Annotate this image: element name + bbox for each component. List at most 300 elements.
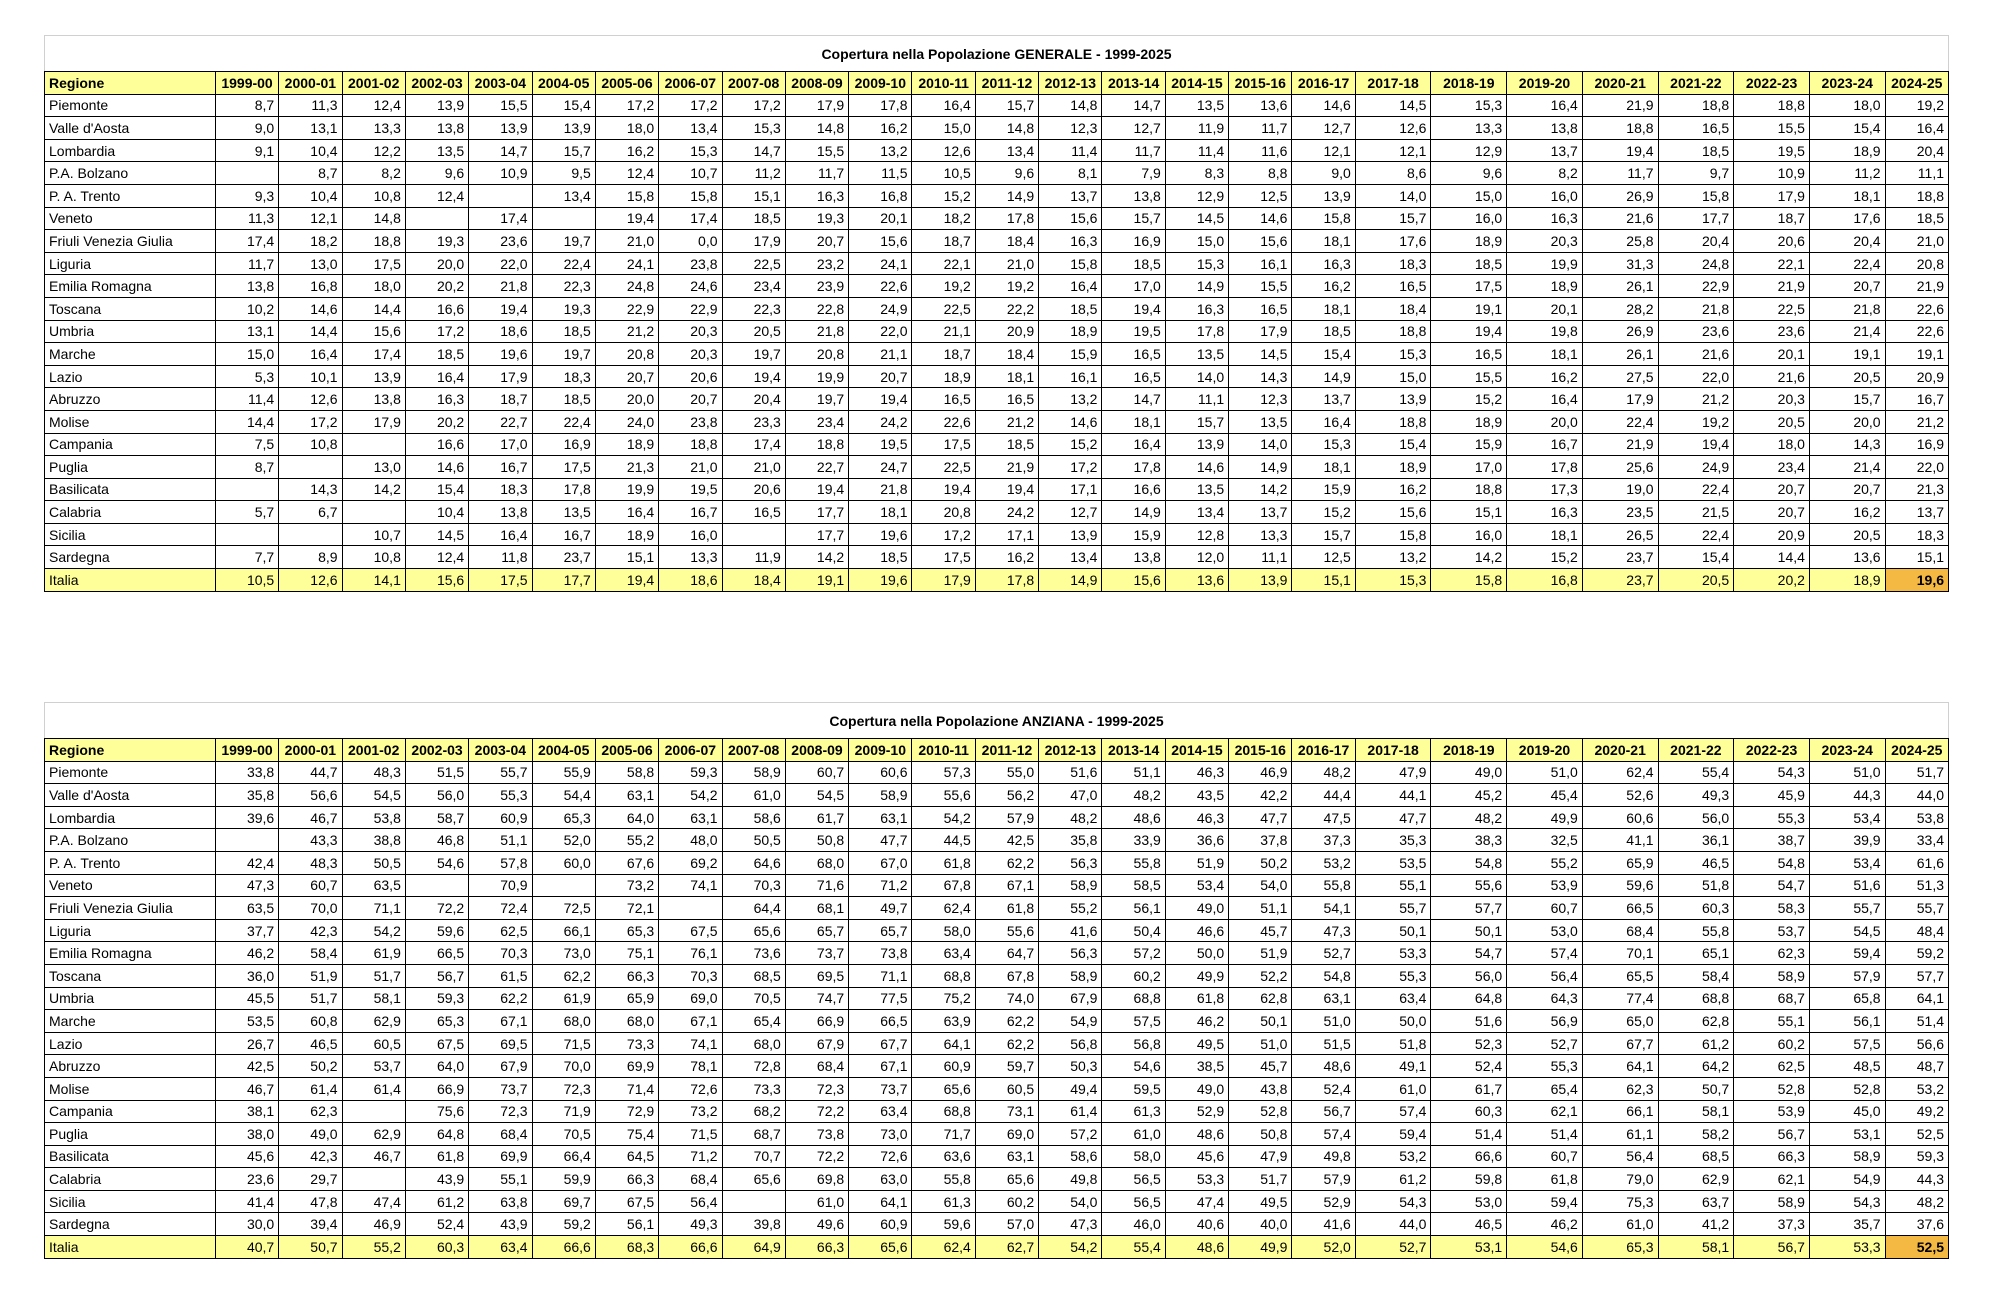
year-column-header: 2008-09 <box>785 72 848 95</box>
value-cell: 11,2 <box>722 162 785 185</box>
value-cell: 16,2 <box>1355 478 1431 501</box>
value-cell: 24,8 <box>595 275 658 298</box>
value-cell: 9,3 <box>215 184 278 207</box>
value-cell: 54,4 <box>532 784 595 807</box>
value-cell: 72,2 <box>405 897 468 920</box>
value-cell: 68,8 <box>912 1100 975 1123</box>
year-column-header: 2006-07 <box>659 72 722 95</box>
value-cell: 58,2 <box>1658 1123 1734 1146</box>
value-cell: 68,0 <box>785 851 848 874</box>
value-cell: 64,6 <box>722 851 785 874</box>
value-cell: 46,7 <box>342 1145 405 1168</box>
value-cell: 16,4 <box>1885 117 1948 140</box>
value-cell: 73,8 <box>785 1123 848 1146</box>
value-cell: 15,7 <box>1292 523 1355 546</box>
table-row <box>45 1010 1949 1033</box>
value-cell: 20,3 <box>1507 230 1583 253</box>
value-cell: 61,2 <box>405 1190 468 1213</box>
value-cell: 31,3 <box>1582 252 1658 275</box>
value-cell: 16,7 <box>659 501 722 524</box>
value-cell: 20,7 <box>849 365 912 388</box>
value-cell: 64,2 <box>1658 1055 1734 1078</box>
value-cell: 50,1 <box>1355 919 1431 942</box>
value-cell: 23,6 <box>1658 320 1734 343</box>
total-value-cell: 18,4 <box>722 569 785 592</box>
value-cell: 16,4 <box>279 343 342 366</box>
value-cell: 73,0 <box>849 1123 912 1146</box>
value-cell: 60,6 <box>1582 806 1658 829</box>
header-row <box>45 739 1949 762</box>
value-cell: 53,4 <box>1809 851 1885 874</box>
value-cell: 67,1 <box>975 874 1038 897</box>
value-cell: 11,7 <box>1582 162 1658 185</box>
value-cell: 54,8 <box>1431 851 1507 874</box>
value-cell: 71,2 <box>849 874 912 897</box>
value-cell: 58,1 <box>1658 1100 1734 1123</box>
value-cell: 55,4 <box>1658 761 1734 784</box>
value-cell: 16,0 <box>1431 207 1507 230</box>
value-cell: 17,8 <box>975 207 1038 230</box>
value-cell: 58,9 <box>1734 1190 1810 1213</box>
value-cell: 56,7 <box>1292 1100 1355 1123</box>
region-cell: Campania <box>45 433 216 456</box>
value-cell: 63,5 <box>215 897 278 920</box>
region-cell: Lombardia <box>45 806 216 829</box>
value-cell: 15,4 <box>532 94 595 117</box>
value-cell: 65,3 <box>595 919 658 942</box>
value-cell: 15,4 <box>405 478 468 501</box>
value-cell: 68,8 <box>1658 987 1734 1010</box>
value-cell: 54,3 <box>1809 1190 1885 1213</box>
value-cell: 61,8 <box>405 1145 468 1168</box>
value-cell: 20,0 <box>1507 410 1583 433</box>
value-cell <box>342 1100 405 1123</box>
total-value-cell: 65,3 <box>1582 1236 1658 1259</box>
value-cell: 10,7 <box>659 162 722 185</box>
value-cell: 10,7 <box>342 523 405 546</box>
value-cell: 46,8 <box>405 829 468 852</box>
value-cell: 26,1 <box>1582 343 1658 366</box>
total-value-cell: 52,0 <box>1292 1236 1355 1259</box>
value-cell: 37,3 <box>1734 1213 1810 1236</box>
value-cell: 65,6 <box>975 1168 1038 1191</box>
value-cell: 56,1 <box>595 1213 658 1236</box>
value-cell: 67,0 <box>849 851 912 874</box>
value-cell: 35,8 <box>215 784 278 807</box>
value-cell: 17,0 <box>1431 456 1507 479</box>
value-cell: 58,9 <box>722 761 785 784</box>
value-cell: 15,8 <box>1355 523 1431 546</box>
value-cell: 11,1 <box>1885 162 1948 185</box>
value-cell: 61,8 <box>1507 1168 1583 1191</box>
value-cell: 15,1 <box>1431 501 1507 524</box>
value-cell: 25,6 <box>1582 456 1658 479</box>
region-cell: P.A. Bolzano <box>45 162 216 185</box>
value-cell: 17,7 <box>785 501 848 524</box>
value-cell: 52,8 <box>1229 1100 1292 1123</box>
value-cell: 39,6 <box>215 806 278 829</box>
total-value-cell: 55,2 <box>342 1236 405 1259</box>
value-cell: 50,7 <box>1658 1077 1734 1100</box>
value-cell: 29,7 <box>279 1168 342 1191</box>
value-cell: 22,4 <box>1582 410 1658 433</box>
value-cell: 18,6 <box>469 320 532 343</box>
value-cell: 15,3 <box>1292 433 1355 456</box>
year-column-header: 2021-22 <box>1658 72 1734 95</box>
value-cell: 71,5 <box>532 1032 595 1055</box>
value-cell: 51,9 <box>279 964 342 987</box>
value-cell: 15,7 <box>532 139 595 162</box>
value-cell: 20,5 <box>1809 523 1885 546</box>
value-cell: 13,8 <box>469 501 532 524</box>
value-cell: 43,9 <box>405 1168 468 1191</box>
value-cell: 66,9 <box>405 1077 468 1100</box>
value-cell: 13,3 <box>659 546 722 569</box>
value-cell: 17,6 <box>1809 207 1885 230</box>
value-cell: 16,4 <box>469 523 532 546</box>
value-cell: 68,1 <box>785 897 848 920</box>
value-cell: 23,7 <box>1582 546 1658 569</box>
total-value-cell: 13,6 <box>1165 569 1228 592</box>
year-column-header: 2006-07 <box>659 739 722 762</box>
value-cell: 15,6 <box>1039 207 1102 230</box>
total-value-cell: 40,7 <box>215 1236 278 1259</box>
value-cell: 11,4 <box>215 388 278 411</box>
value-cell: 61,7 <box>785 806 848 829</box>
region-cell: Valle d'Aosta <box>45 784 216 807</box>
value-cell: 68,7 <box>1734 987 1810 1010</box>
value-cell: 65,9 <box>595 987 658 1010</box>
value-cell: 19,3 <box>405 230 468 253</box>
value-cell: 60,3 <box>1431 1100 1507 1123</box>
value-cell: 49,8 <box>1292 1145 1355 1168</box>
value-cell: 60,2 <box>1734 1032 1810 1055</box>
value-cell: 18,9 <box>1507 275 1583 298</box>
value-cell: 56,6 <box>1885 1032 1948 1055</box>
table-row <box>45 1168 1949 1191</box>
value-cell: 19,7 <box>785 388 848 411</box>
value-cell: 8,1 <box>1039 162 1102 185</box>
value-cell: 65,3 <box>532 806 595 829</box>
value-cell: 55,8 <box>1292 874 1355 897</box>
value-cell: 17,4 <box>659 207 722 230</box>
region-cell: Puglia <box>45 456 216 479</box>
value-cell: 43,5 <box>1165 784 1228 807</box>
value-cell: 20,3 <box>1734 388 1810 411</box>
value-cell: 15,7 <box>1102 207 1165 230</box>
value-cell: 15,2 <box>1039 433 1102 456</box>
year-column-header: 2015-16 <box>1229 739 1292 762</box>
value-cell: 54,5 <box>785 784 848 807</box>
table-row <box>45 1145 1949 1168</box>
value-cell: 19,5 <box>1734 139 1810 162</box>
value-cell: 57,7 <box>1885 964 1948 987</box>
value-cell: 64,8 <box>405 1123 468 1146</box>
value-cell: 21,9 <box>1734 275 1810 298</box>
value-cell: 57,4 <box>1355 1100 1431 1123</box>
value-cell: 48,2 <box>1102 784 1165 807</box>
value-cell: 13,9 <box>342 365 405 388</box>
value-cell: 22,6 <box>912 410 975 433</box>
year-column-header: 2005-06 <box>595 72 658 95</box>
value-cell: 18,8 <box>1582 117 1658 140</box>
year-column-header: 2009-10 <box>849 72 912 95</box>
value-cell: 48,6 <box>1102 806 1165 829</box>
value-cell: 63,1 <box>595 784 658 807</box>
value-cell: 16,2 <box>975 546 1038 569</box>
value-cell: 22,1 <box>1734 252 1810 275</box>
value-cell: 53,0 <box>1431 1190 1507 1213</box>
total-value-cell: 17,9 <box>912 569 975 592</box>
value-cell: 48,2 <box>1431 806 1507 829</box>
value-cell: 21,8 <box>469 275 532 298</box>
value-cell <box>342 501 405 524</box>
total-value-cell: 10,5 <box>215 569 278 592</box>
value-cell: 20,8 <box>912 501 975 524</box>
table-row <box>45 410 1949 433</box>
value-cell: 60,3 <box>1658 897 1734 920</box>
value-cell: 60,2 <box>975 1190 1038 1213</box>
value-cell: 61,0 <box>1355 1077 1431 1100</box>
value-cell: 11,3 <box>215 207 278 230</box>
value-cell: 18,4 <box>975 343 1038 366</box>
value-cell: 15,3 <box>722 117 785 140</box>
value-cell: 17,8 <box>849 94 912 117</box>
value-cell: 16,0 <box>659 523 722 546</box>
year-column-header: 1999-00 <box>215 739 278 762</box>
value-cell: 15,9 <box>1102 523 1165 546</box>
value-cell: 20,0 <box>595 388 658 411</box>
value-cell: 63,1 <box>849 806 912 829</box>
value-cell: 63,8 <box>469 1190 532 1213</box>
value-cell: 12,3 <box>1229 388 1292 411</box>
value-cell: 44,3 <box>1885 1168 1948 1191</box>
year-column-header: 2015-16 <box>1229 72 1292 95</box>
value-cell: 72,3 <box>469 1100 532 1123</box>
total-value-cell: 23,7 <box>1582 569 1658 592</box>
value-cell: 18,1 <box>1292 456 1355 479</box>
value-cell: 17,2 <box>912 523 975 546</box>
region-cell: Marche <box>45 1010 216 1033</box>
value-cell: 20,1 <box>849 207 912 230</box>
value-cell: 41,4 <box>215 1190 278 1213</box>
value-cell: 21,0 <box>722 456 785 479</box>
value-cell: 70,1 <box>1582 942 1658 965</box>
value-cell: 15,7 <box>1809 388 1885 411</box>
value-cell: 18,0 <box>595 117 658 140</box>
value-cell: 16,9 <box>1102 230 1165 253</box>
value-cell: 18,1 <box>849 501 912 524</box>
value-cell: 55,8 <box>1102 851 1165 874</box>
year-column-header: 2021-22 <box>1658 739 1734 762</box>
value-cell: 17,9 <box>722 230 785 253</box>
value-cell: 17,7 <box>1658 207 1734 230</box>
latest-total-cell: 52,5 <box>1885 1236 1948 1259</box>
value-cell: 11,2 <box>1809 162 1885 185</box>
year-column-header: 2018-19 <box>1431 739 1507 762</box>
value-cell: 14,4 <box>279 320 342 343</box>
value-cell: 53,0 <box>1507 919 1583 942</box>
value-cell: 71,2 <box>659 1145 722 1168</box>
total-region-cell: Italia <box>45 569 216 592</box>
total-value-cell: 13,9 <box>1229 569 1292 592</box>
value-cell: 56,7 <box>1734 1123 1810 1146</box>
value-cell: 65,5 <box>1582 964 1658 987</box>
value-cell: 18,5 <box>1292 320 1355 343</box>
value-cell: 72,3 <box>532 1077 595 1100</box>
value-cell: 46,5 <box>1658 851 1734 874</box>
value-cell: 51,7 <box>1229 1168 1292 1191</box>
value-cell: 18,2 <box>279 230 342 253</box>
value-cell: 16,4 <box>595 501 658 524</box>
value-cell: 75,2 <box>912 987 975 1010</box>
value-cell: 21,1 <box>912 320 975 343</box>
value-cell: 16,7 <box>1885 388 1948 411</box>
value-cell: 62,2 <box>975 1010 1038 1033</box>
value-cell: 53,7 <box>1734 919 1810 942</box>
value-cell: 22,5 <box>912 297 975 320</box>
value-cell: 61,4 <box>342 1077 405 1100</box>
value-cell: 68,4 <box>1582 919 1658 942</box>
value-cell: 40,0 <box>1229 1213 1292 1236</box>
value-cell: 13,7 <box>1039 184 1102 207</box>
value-cell: 21,9 <box>1582 433 1658 456</box>
value-cell: 55,7 <box>1885 897 1948 920</box>
table-row <box>45 456 1949 479</box>
value-cell: 58,7 <box>405 806 468 829</box>
value-cell: 16,9 <box>532 433 595 456</box>
value-cell: 43,9 <box>469 1213 532 1236</box>
value-cell: 17,5 <box>1431 275 1507 298</box>
year-column-header: 2022-23 <box>1734 739 1810 762</box>
value-cell: 66,1 <box>1582 1100 1658 1123</box>
value-cell: 67,5 <box>405 1032 468 1055</box>
value-cell: 68,4 <box>659 1168 722 1191</box>
value-cell: 56,4 <box>1507 964 1583 987</box>
value-cell: 18,9 <box>912 365 975 388</box>
value-cell: 13,5 <box>405 139 468 162</box>
value-cell: 11,7 <box>785 162 848 185</box>
value-cell: 16,2 <box>849 117 912 140</box>
value-cell: 9,6 <box>405 162 468 185</box>
value-cell: 47,7 <box>1355 806 1431 829</box>
value-cell: 10,5 <box>912 162 975 185</box>
value-cell: 51,0 <box>1292 1010 1355 1033</box>
value-cell: 74,1 <box>659 874 722 897</box>
total-value-cell: 18,9 <box>1809 569 1885 592</box>
value-cell: 20,9 <box>1885 365 1948 388</box>
value-cell: 51,8 <box>1658 874 1734 897</box>
value-cell: 13,8 <box>405 117 468 140</box>
value-cell: 54,6 <box>1102 1055 1165 1078</box>
value-cell: 61,1 <box>1582 1123 1658 1146</box>
value-cell: 20,4 <box>1658 230 1734 253</box>
table-row <box>45 1100 1949 1123</box>
value-cell: 54,8 <box>1292 964 1355 987</box>
value-cell: 18,5 <box>405 343 468 366</box>
value-cell: 46,2 <box>1165 1010 1228 1033</box>
value-cell: 69,8 <box>785 1168 848 1191</box>
value-cell: 21,3 <box>595 456 658 479</box>
value-cell: 15,5 <box>1431 365 1507 388</box>
region-cell: Lazio <box>45 365 216 388</box>
value-cell: 40,6 <box>1165 1213 1228 1236</box>
table-row <box>45 851 1949 874</box>
value-cell: 5,3 <box>215 365 278 388</box>
value-cell: 18,8 <box>1658 94 1734 117</box>
value-cell: 21,2 <box>975 410 1038 433</box>
table-row <box>45 942 1949 965</box>
table-row <box>45 478 1949 501</box>
table-row <box>45 343 1949 366</box>
value-cell: 55,1 <box>1734 1010 1810 1033</box>
value-cell: 21,4 <box>1809 456 1885 479</box>
value-cell: 9,5 <box>532 162 595 185</box>
table-row <box>45 365 1949 388</box>
table-row <box>45 139 1949 162</box>
value-cell: 20,7 <box>595 365 658 388</box>
table-title: Copertura nella Popolazione ANZIANA - 1999-2025 <box>44 702 1949 738</box>
value-cell: 55,1 <box>469 1168 532 1191</box>
value-cell: 18,1 <box>1292 230 1355 253</box>
value-cell: 12,7 <box>1102 117 1165 140</box>
value-cell: 51,1 <box>1229 897 1292 920</box>
value-cell: 15,0 <box>1431 184 1507 207</box>
region-cell: Lombardia <box>45 139 216 162</box>
table-row <box>45 964 1949 987</box>
value-cell: 53,4 <box>1809 806 1885 829</box>
value-cell: 74,7 <box>785 987 848 1010</box>
total-value-cell: 62,4 <box>912 1236 975 1259</box>
elderly-coverage-table <box>44 738 1949 1259</box>
value-cell: 16,2 <box>1809 501 1885 524</box>
value-cell: 53,5 <box>1355 851 1431 874</box>
value-cell: 16,5 <box>1102 365 1165 388</box>
value-cell: 14,3 <box>1229 365 1292 388</box>
value-cell: 66,4 <box>532 1145 595 1168</box>
value-cell: 13,3 <box>1229 523 1292 546</box>
value-cell: 21,6 <box>1658 343 1734 366</box>
value-cell: 13,2 <box>1039 388 1102 411</box>
value-cell: 61,0 <box>1582 1213 1658 1236</box>
value-cell: 10,9 <box>469 162 532 185</box>
value-cell: 33,4 <box>1885 829 1948 852</box>
total-value-cell: 62,7 <box>975 1236 1038 1259</box>
value-cell: 15,1 <box>595 546 658 569</box>
year-column-header: 2016-17 <box>1292 739 1355 762</box>
year-column-header: 2023-24 <box>1809 72 1885 95</box>
value-cell: 58,3 <box>1734 897 1810 920</box>
year-column-header: 2001-02 <box>342 72 405 95</box>
value-cell: 16,4 <box>1102 433 1165 456</box>
value-cell: 20,4 <box>1809 230 1885 253</box>
value-cell: 18,0 <box>1809 94 1885 117</box>
value-cell: 16,6 <box>1102 478 1165 501</box>
value-cell: 18,1 <box>1292 297 1355 320</box>
value-cell: 26,7 <box>215 1032 278 1055</box>
value-cell: 59,2 <box>532 1213 595 1236</box>
value-cell: 15,2 <box>1431 388 1507 411</box>
value-cell: 56,3 <box>1039 942 1102 965</box>
value-cell: 54,2 <box>342 919 405 942</box>
value-cell: 16,7 <box>532 523 595 546</box>
value-cell: 78,1 <box>659 1055 722 1078</box>
value-cell: 69,5 <box>469 1032 532 1055</box>
value-cell: 45,6 <box>1165 1145 1228 1168</box>
value-cell: 38,7 <box>1734 829 1810 852</box>
value-cell: 71,1 <box>849 964 912 987</box>
value-cell: 20,7 <box>1809 275 1885 298</box>
